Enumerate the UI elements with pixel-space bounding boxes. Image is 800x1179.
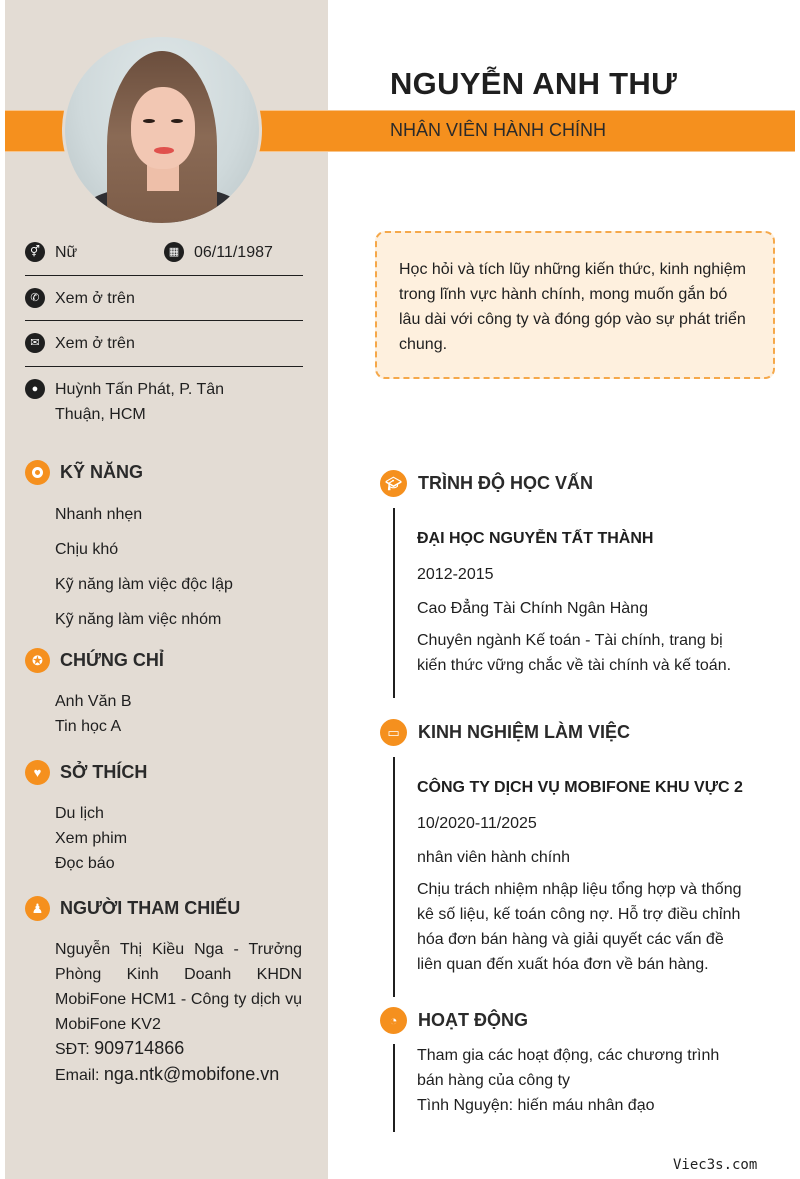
address-line-2: Thuận, HCM: [55, 406, 146, 423]
graduation-cap-icon: 🎓︎: [380, 470, 407, 497]
address-line-1: Huỳnh Tấn Phát, P. Tân: [55, 381, 225, 398]
experience-description-line: liên quan đến xuất hóa đơn về bán hàng.: [417, 956, 709, 973]
calendar-icon: ▦: [164, 242, 184, 262]
hobby-item: Du lịch: [55, 805, 104, 822]
skill-item: Nhanh nhẹn: [55, 506, 143, 523]
watermark: Viec3s.com: [673, 1157, 758, 1173]
activities-entry: [417, 1043, 777, 1118]
degree: Cao Đẳng Tài Chính Ngân Hàng: [417, 600, 648, 617]
certificates-heading: ✪ CHỨNG CHỈ: [25, 648, 164, 673]
education-heading: 🎓︎ TRÌNH ĐỘ HỌC VẤN: [380, 470, 593, 497]
skills-list: [55, 497, 233, 637]
divider: [25, 275, 303, 276]
profile-photo: [65, 37, 259, 223]
skill-item: Kỹ năng làm việc độc lập: [55, 576, 233, 593]
education-period: 2012-2015: [417, 566, 494, 583]
experience-description-line: Chịu trách nhiệm nhập liệu tổng hợp và thống: [417, 881, 742, 898]
gender-icon: ⚥: [25, 242, 45, 262]
heart-icon: ♥: [25, 760, 50, 785]
experience-description-line: kê số liệu, kế toán công nợ. Hỗ trợ điều chỉnh: [417, 906, 741, 923]
experience-period: 10/2020-11/2025: [417, 815, 537, 832]
phone-icon: ✆: [25, 288, 45, 308]
email-row: [25, 331, 135, 356]
timeline-line: [393, 508, 395, 698]
email-icon: ✉: [25, 333, 45, 353]
job-title: NHÂN VIÊN HÀNH CHÍNH: [390, 120, 607, 140]
birthdate-row: [164, 240, 273, 265]
reference-email: Email: nga.ntk@mobifone.vn: [55, 1064, 280, 1084]
skill-item: Kỹ năng làm việc nhóm: [55, 611, 222, 628]
certificate-item: Anh Văn B: [55, 693, 132, 710]
timeline-line: [393, 1044, 395, 1132]
education-entry: [417, 530, 777, 678]
bell-icon: ◔: [380, 1007, 407, 1034]
award-ribbon-icon: ✪: [25, 648, 50, 673]
school-name: ĐẠI HỌC NGUYỄN TẤT THÀNH: [417, 530, 654, 547]
education-description-1: Chuyên ngành Kế toán - Tài chính, trang bị: [417, 632, 723, 649]
certificates-list: [55, 689, 132, 739]
experience-entry: [417, 779, 777, 977]
education-description-2: kiến thức vững chắc về tài chính và kế toán.: [417, 657, 732, 674]
birthdate-value: 06/11/1987: [194, 244, 273, 261]
phone-row: [25, 286, 135, 311]
avatar: [62, 34, 262, 226]
phone-value: Xem ở trên: [55, 290, 135, 307]
gender-row: [25, 240, 77, 265]
experience-description-line: hóa đơn bán hàng và giải quyết các vấn đề: [417, 931, 724, 948]
people-icon: ♟: [25, 896, 50, 921]
divider: [25, 366, 303, 367]
location-pin-icon: ●: [25, 379, 45, 399]
divider: [25, 320, 303, 321]
references-heading: ♟ NGƯỜI THAM CHIẾU: [25, 896, 240, 921]
activity-line: Tình Nguyện: hiến máu nhân đạo: [417, 1097, 655, 1114]
career-objective: Học hỏi và tích lũy những kiến thức, kinh nghiệm trong lĩnh vực hành chính, mong muốn gắn bó lâu dài với công ty và đóng góp vào sự phát triển chung.: [375, 231, 775, 379]
position: nhân viên hành chính: [417, 849, 571, 866]
hobbies-heading: ♥ SỞ THÍCH: [25, 760, 147, 785]
reference-description: Nguyễn Thị Kiều Nga - Trưởng Phòng Kinh Doanh KHDN MobiFone HCM1 - Công ty dịch vụ MobiFone KV2: [55, 941, 302, 1033]
skills-heading: KỸ NĂNG: [25, 460, 143, 485]
address-row: [25, 377, 224, 427]
company-name: CÔNG TY DỊCH VỤ MOBIFONE KHU VỰC 2: [417, 779, 743, 796]
certificate-item: Tin học A: [55, 718, 122, 735]
timeline-line: [393, 757, 395, 997]
reference-phone: SĐT: 909714866: [55, 1038, 185, 1058]
activity-line: bán hàng của công ty: [417, 1072, 571, 1089]
hobby-item: Xem phim: [55, 830, 128, 847]
hobby-item: Đọc báo: [55, 855, 115, 872]
email-value: Xem ở trên: [55, 335, 135, 352]
activity-line: Tham gia các hoạt động, các chương trình: [417, 1047, 720, 1064]
experience-heading: ▭ KINH NGHIỆM LÀM VIỆC: [380, 719, 630, 746]
briefcase-icon: ▭: [380, 719, 407, 746]
skill-item: Chịu khó: [55, 541, 119, 558]
gender-value: Nữ: [55, 244, 78, 261]
activities-heading: ◔ HOẠT ĐỘNG: [380, 1007, 528, 1034]
candidate-name: NGUYỄN ANH THƯ: [390, 66, 678, 101]
hobbies-list: [55, 801, 127, 876]
gear-icon: [25, 460, 50, 485]
